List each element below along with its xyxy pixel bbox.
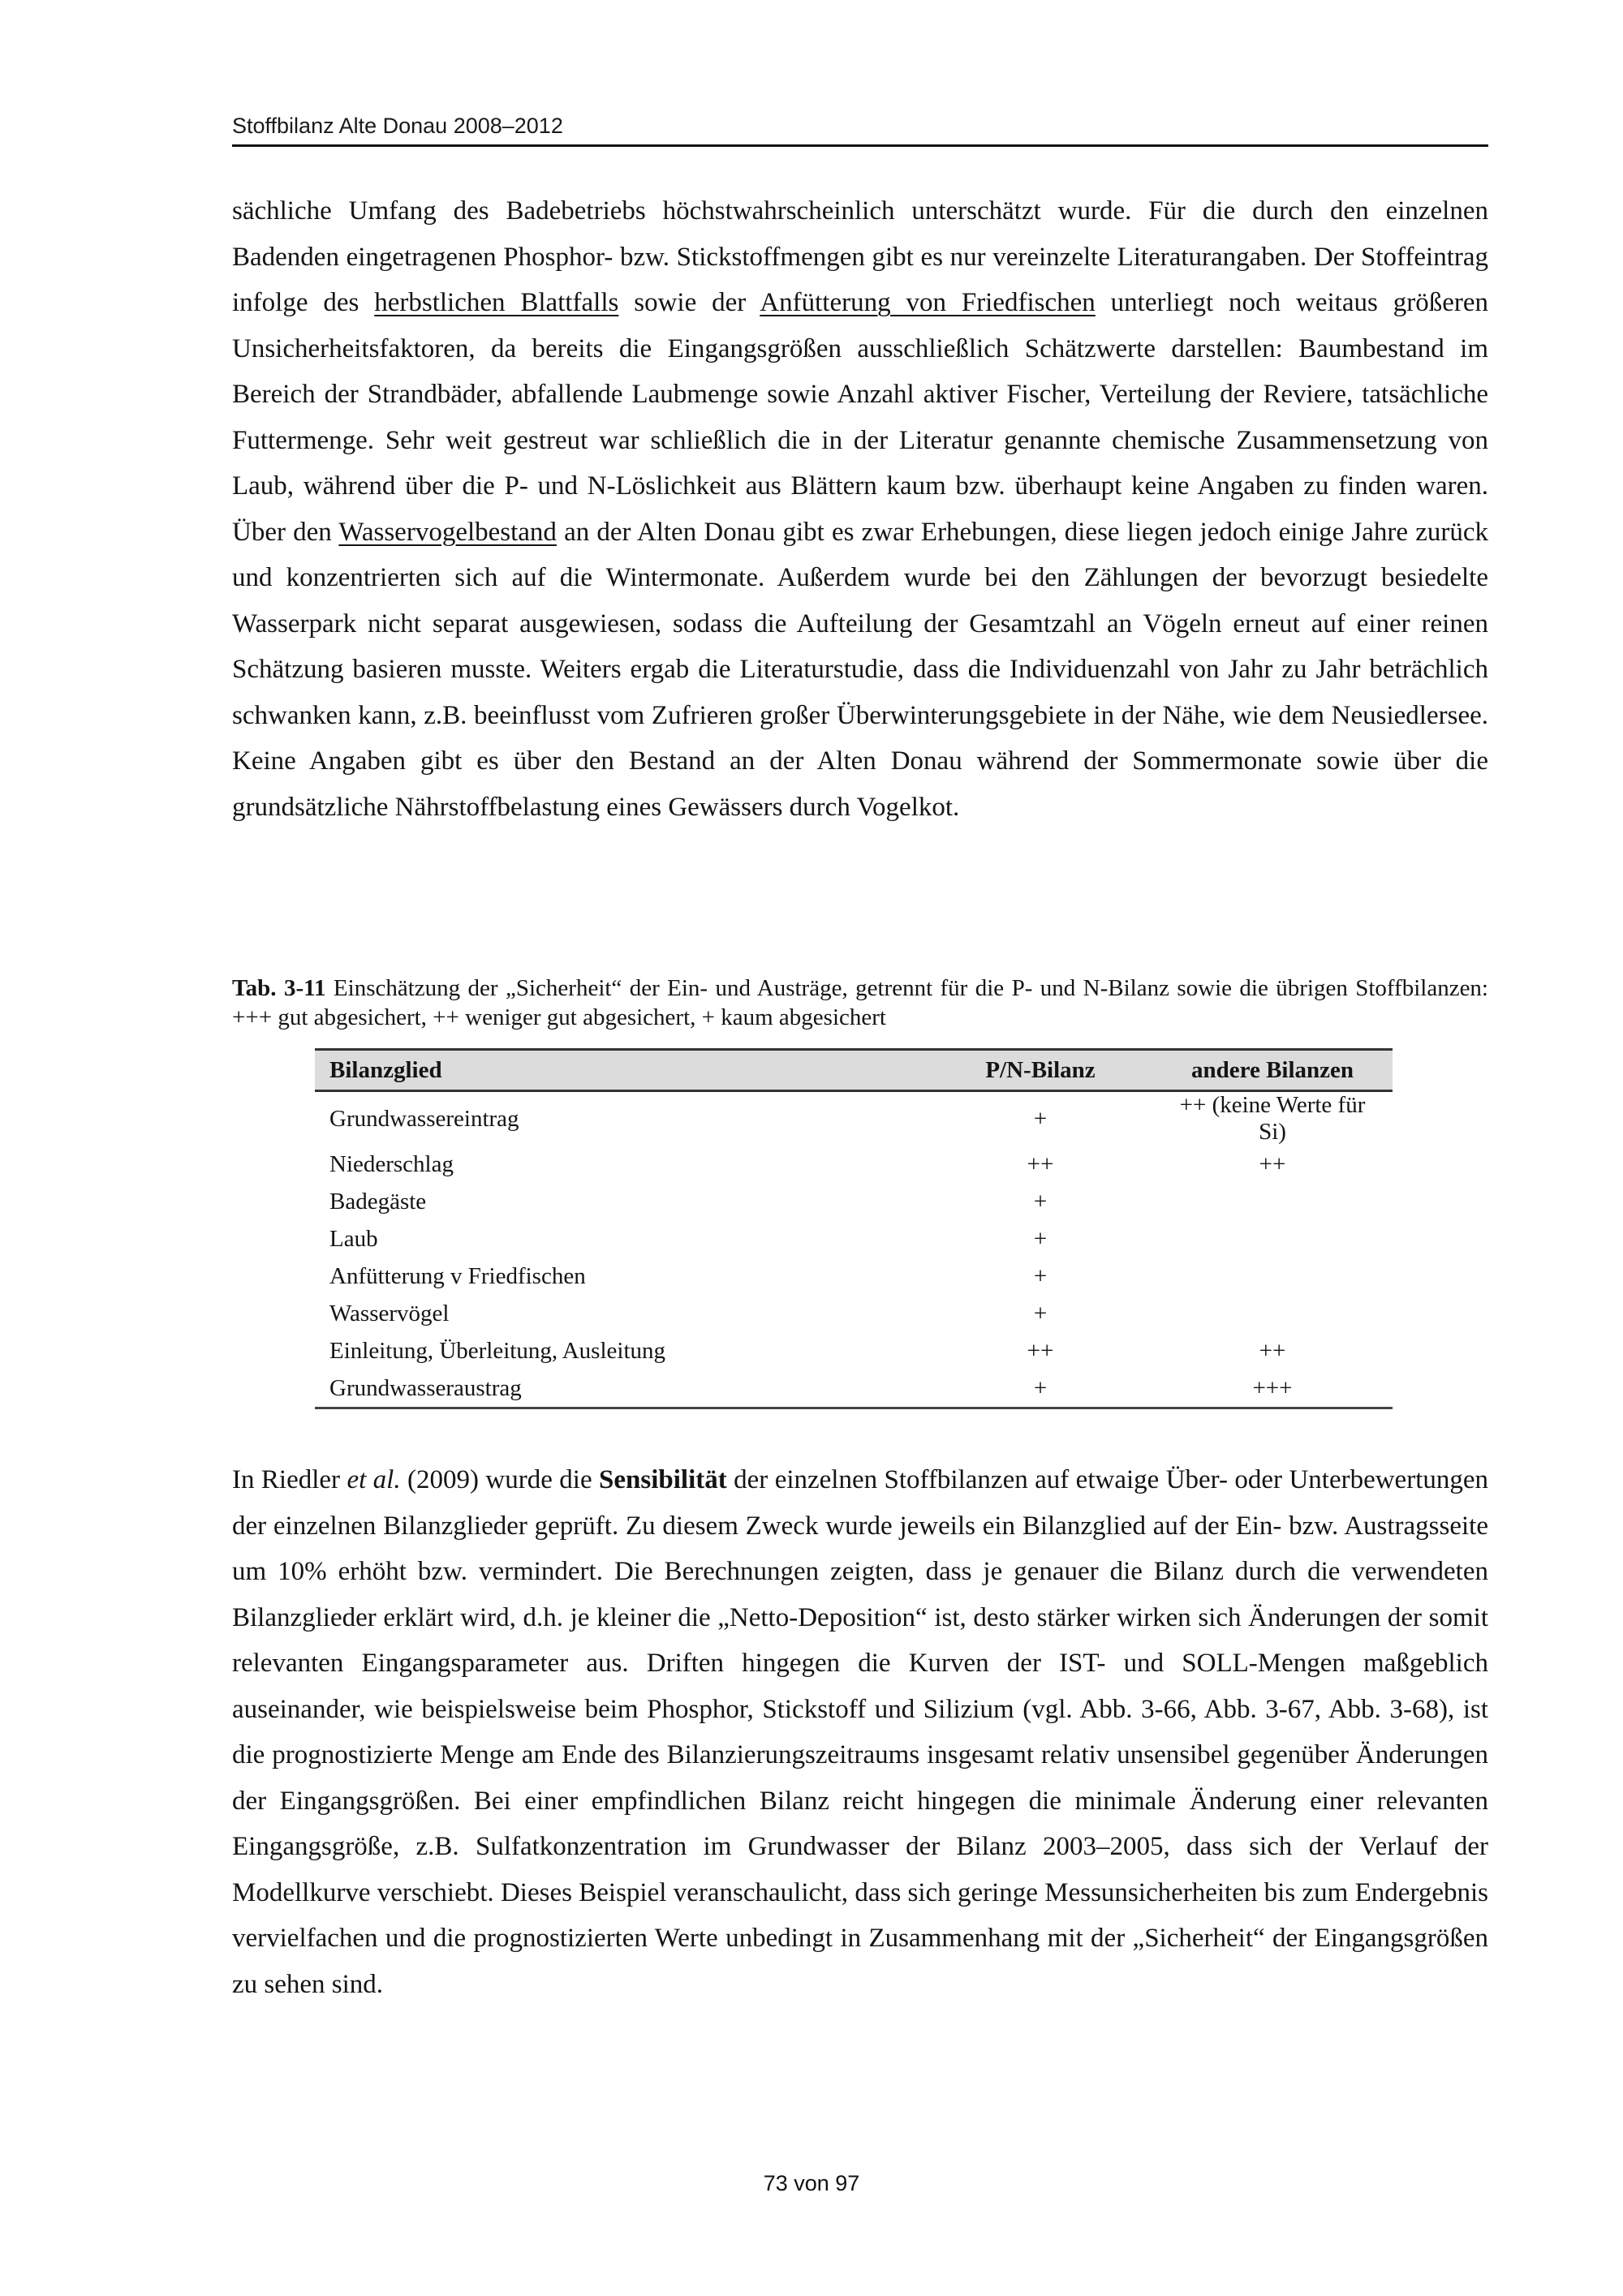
paragraph-sensitivity — [232, 1457, 1488, 2007]
underlined-term-blattfall: herbstlichen Blattfalls — [374, 288, 619, 317]
cell-bilanzglied: Grundwassereintrag — [329, 1105, 519, 1132]
certainty-table — [315, 1048, 1393, 1409]
cell-andere-bilanzen — [1152, 1220, 1393, 1258]
table-row — [315, 1295, 1393, 1332]
text-run: der einzelnen Stoffbilanzen auf etwaige Über- oder Unterbewertungen der einzelnen Bilanzglieder geprüft. Zu diesem Zweck wurde jeweils ein Bilanzglied auf der Ein- bzw. Austragsseite um 10% erhöht bzw. vermindert. Die Berechnungen zeigten, dass je genauer die Bilanz durch die verwendeten Bilanzglieder erklärt wird, d.h. je kleiner die „Netto-Deposition“ ist, desto stärker wirken sich Änderungen der somit relevanten Eingangsparameter aus. Driften hingegen die Kurven der IST- und SOLL-Mengen maßgeblich auseinander, wie beispielsweise beim Phosphor, Stickstoff und Silizium (vgl. Abb. 3-66, Abb. 3-67, Abb. 3-68), ist die prognostizierte Menge am Ende des Bilanzierungszeitraums insgesamt relativ unsensibel gegenüber Änderungen der Eingangsgrößen. Bei einer empfindlichen Bilanz reicht hingegen die minimale Änderung einer relevanten Eingangsgröße, z.B. Sulfatkonzentration im Grundwasser der Bilanz 2003–2005, dass sich der Verlauf der Modellkurve verschiebt. Dieses Beispiel veranschaulicht, dass sich geringe Messunsicherheiten bis zum Endergebnis vervielfachen und die prognostizierten Werte unbedingt in Zusammenhang mit der „Sicherheit“ der Eingangsgrößen zu sehen sind. — [232, 1465, 1489, 1999]
text-run: an der Alten Donau gibt es zwar Erhebungen, diese liegen jedoch einige Jahre zurück und konzentrierten sich auf die Wintermonate. Außerdem wurde bei den Zählungen der bevorzugt besiedelte Wasserpark nicht separat ausgewiesen, sodass die Aufteilung der Gesamtzahl an Vögeln erneut auf einer reinen Schätzung basieren musste. Weiters ergab die Literaturstudie, dass die Individuenzahl von Jahr zu Jahr beträchlich schwanken kann, z.B. beeinflusst vom Zufrieren großer Überwinterungsgebiete in der Nähe, wie dem Neusiedlersee. Keine Angaben gibt es über den Bestand an der Alten Donau während der Sommermonate sowie über die grundsätzliche Nährstoffbelastung eines Gewässers durch Vogelkot. — [232, 517, 1488, 822]
text-run: sächliche Umfang des Badebetriebs höchstwahrscheinlich unterschätzt wurde. Für die durch den einzelnen Badenden eingetragenen Phosphor- bzw. Stickstoffmengen gibt es nur vereinzelte Literaturangaben. Der Stoffeintrag infolge des — [232, 196, 1488, 317]
column-header-andere-bilanzen: andere Bilanzen — [1152, 1050, 1393, 1091]
bold-term-sensibilitaet: Sensibilität — [599, 1465, 727, 1494]
text-run: unterliegt noch weitaus größeren Unsicherheitsfaktoren, da bereits die Eingangsgrößen ausschließlich Schätzwerte darstellen: Baumbestand im Bereich der Strandbäder, abfallende Laubmenge sowie Anzahl aktiver Fischer, Verteilung der Reviere, tatsächliche Futtermenge. Sehr weit gestreut war schließlich die in der Literatur genannte chemische Zusammensetzung von Laub, während über die P- und N-Löslichkeit aus Blättern kaum bzw. überhaupt keine Angaben zu finden waren. Über den — [232, 288, 1488, 547]
cell-bilanzglied: Einleitung, Überleitung, Ausleitung — [329, 1337, 666, 1364]
cell-pn-bilanz: + — [1033, 1105, 1048, 1132]
page-number: 73 von 97 — [763, 2171, 860, 2195]
cell-andere-bilanzen — [1152, 1183, 1393, 1220]
running-header: Stoffbilanz Alte Donau 2008–2012 — [232, 114, 563, 138]
citation-et-al: et al. — [347, 1465, 401, 1494]
table-row — [315, 1091, 1393, 1146]
table-row — [315, 1332, 1393, 1369]
header-divider — [232, 144, 1488, 147]
table-row — [315, 1220, 1393, 1258]
table-row — [315, 1258, 1393, 1295]
cell-bilanzglied: Laub — [329, 1225, 378, 1252]
cell-bilanzglied: Wasservögel — [329, 1300, 450, 1326]
cell-andere-bilanzen — [1152, 1295, 1393, 1332]
cell-bilanzglied: Grundwasseraustrag — [315, 1369, 928, 1408]
text-run: In Riedler — [232, 1465, 347, 1494]
cell-bilanzglied: Badegäste — [329, 1188, 427, 1215]
cell-pn-bilanz: + — [928, 1369, 1152, 1408]
paragraph-uncertainty — [232, 188, 1488, 830]
table-header-row — [315, 1050, 1393, 1091]
underlined-term-anfuetterung: Anfütterung von Friedfischen — [760, 288, 1096, 317]
table-row — [315, 1146, 1393, 1183]
cell-andere-bilanzen: ++ — [1259, 1150, 1286, 1177]
cell-andere-bilanzen: ++ — [1259, 1337, 1286, 1364]
table-caption-text: Einschätzung der „Sicherheit“ der Ein- und Austräge, getrennt für die P- und N-Bilanz sowie die übrigen Stoffbilanzen: +++ gut abgesichert, ++ weniger gut abgesichert, + kaum abgesichert — [232, 975, 1488, 1030]
cell-pn-bilanz: + — [1033, 1262, 1048, 1289]
cell-pn-bilanz: + — [1033, 1188, 1048, 1215]
underlined-term-wasservogelbestand: Wasservogelbestand — [338, 517, 557, 547]
cell-pn-bilanz: ++ — [1027, 1337, 1054, 1364]
cell-bilanzglied: Niederschlag — [329, 1150, 454, 1177]
cell-andere-bilanzen: ++ (keine Werte für Si) — [1179, 1092, 1366, 1145]
column-header-bilanzglied: Bilanzglied — [315, 1050, 928, 1091]
table-row — [315, 1369, 1393, 1408]
cell-pn-bilanz: + — [1033, 1225, 1048, 1252]
cell-pn-bilanz: ++ — [1027, 1150, 1054, 1177]
column-header-pn-bilanz: P/N-Bilanz — [928, 1050, 1152, 1091]
table-row — [315, 1183, 1393, 1220]
cell-bilanzglied: Anfütterung v Friedfischen — [329, 1262, 586, 1289]
cell-pn-bilanz: + — [1033, 1300, 1048, 1326]
cell-andere-bilanzen — [1152, 1258, 1393, 1295]
text-run: (2009) wurde die — [400, 1465, 600, 1494]
text-run: sowie der — [618, 288, 760, 317]
table-caption — [232, 974, 1488, 1032]
table-caption-label: Tab. 3-11 — [232, 975, 326, 1001]
cell-andere-bilanzen: +++ — [1152, 1369, 1393, 1408]
